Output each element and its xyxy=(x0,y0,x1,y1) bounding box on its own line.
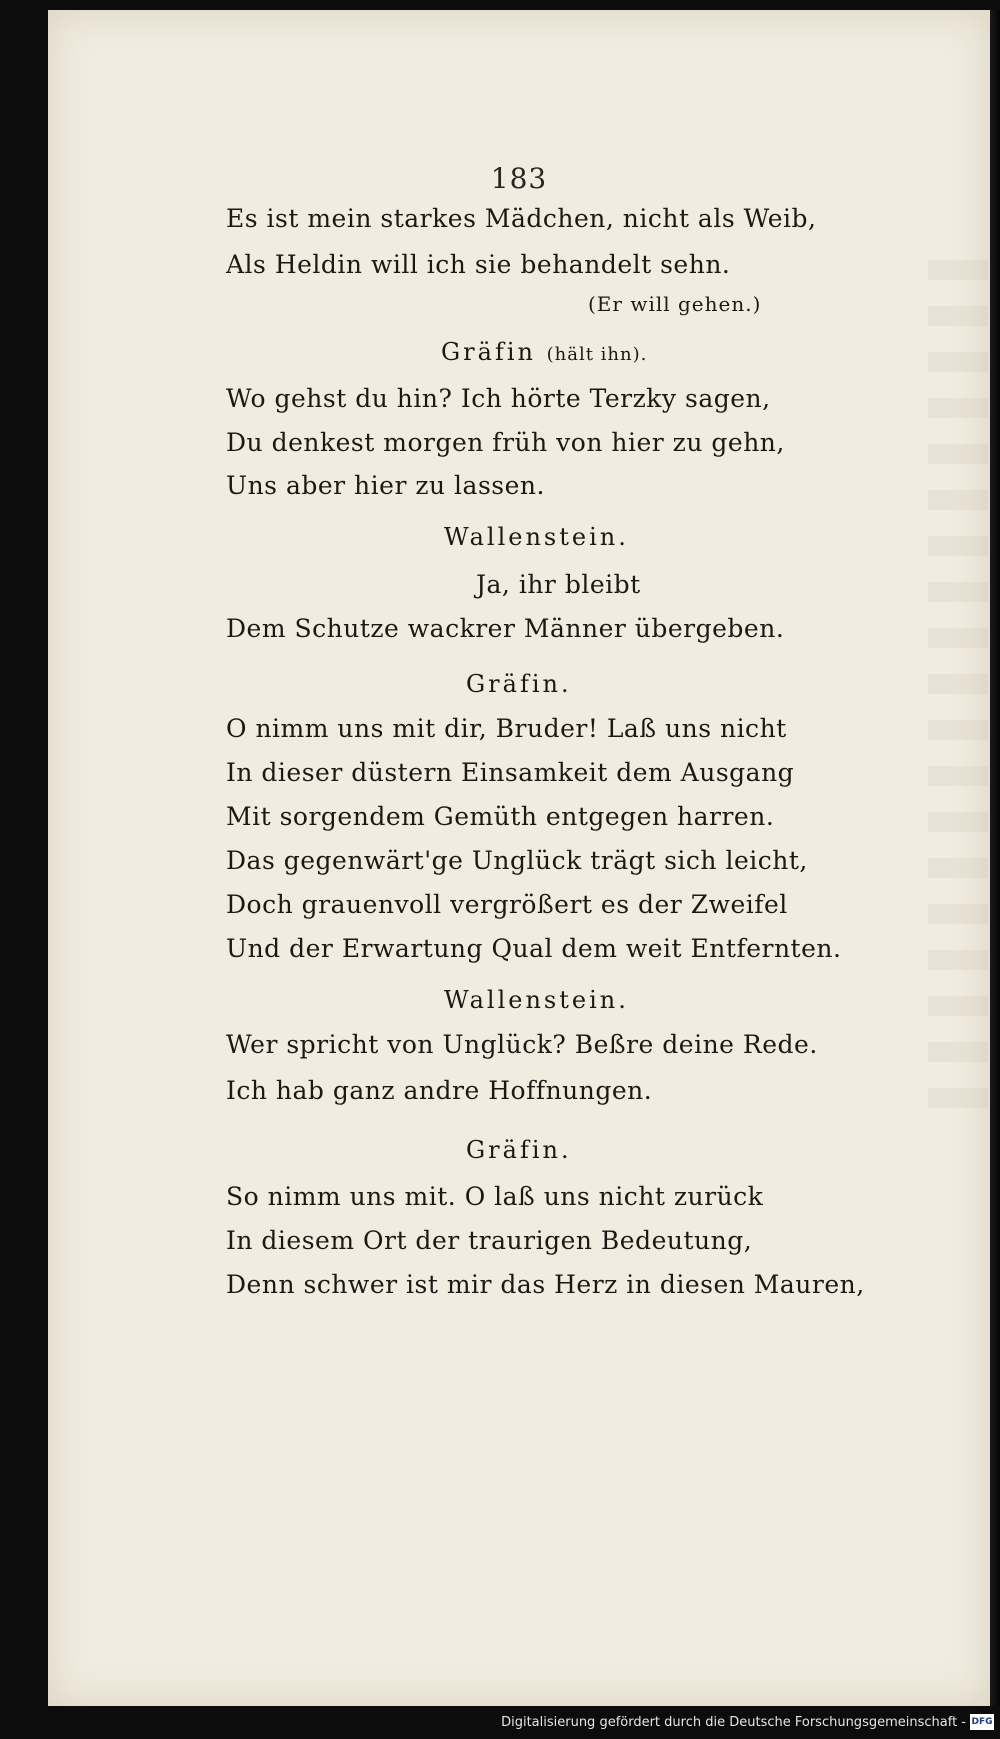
verse-line: In dieser düstern Einsamkeit dem Ausgang xyxy=(226,758,795,787)
speaker-label: Gräfin xyxy=(441,338,536,366)
speaker-name: Wallenstein. xyxy=(444,986,629,1014)
book-page xyxy=(48,10,990,1706)
verse-line: Mit sorgendem Gemüth entgegen harren. xyxy=(226,802,775,831)
bleed-through-text xyxy=(928,260,988,1110)
verse-line: So nimm uns mit. O laß uns nicht zurück xyxy=(226,1182,764,1211)
verse-line: O nimm uns mit dir, Bruder! Laß uns nicht xyxy=(226,714,787,743)
speaker-name xyxy=(441,338,647,366)
stage-direction: (Er will gehen.) xyxy=(588,292,762,316)
speaker-name: Wallenstein. xyxy=(444,523,629,551)
verse-line: Das gegenwärt'ge Unglück trägt sich leicht, xyxy=(226,846,808,875)
verse-line: Wer spricht von Unglück? Beßre deine Rede. xyxy=(226,1030,818,1059)
verse-line: Ja, ihr bleibt xyxy=(476,570,641,599)
verse-line: Uns aber hier zu lassen. xyxy=(226,471,545,500)
stage-direction-inline: (hält ihn). xyxy=(546,344,648,365)
verse-line: Es ist mein starkes Mädchen, nicht als Weib, xyxy=(226,204,817,233)
dfg-logo: DFG xyxy=(970,1714,994,1730)
verse-line: Dem Schutze wackrer Männer übergeben. xyxy=(226,614,785,643)
speaker-name: Gräfin. xyxy=(466,670,572,698)
verse-line: Ich hab ganz andre Hoffnungen. xyxy=(226,1076,653,1105)
verse-line: Und der Erwartung Qual dem weit Entfernten. xyxy=(226,934,842,963)
book-spine-edge xyxy=(990,10,1000,1706)
verse-line: Als Heldin will ich sie behandelt sehn. xyxy=(226,250,731,279)
speaker-name: Gräfin. xyxy=(466,1136,572,1164)
digitization-footer xyxy=(0,1706,1000,1739)
verse-line: Du denkest morgen früh von hier zu gehn, xyxy=(226,428,785,457)
verse-line: Wo gehst du hin? Ich hörte Terzky sagen, xyxy=(226,384,771,413)
verse-line: Denn schwer ist mir das Herz in diesen Mauren, xyxy=(226,1270,865,1299)
verse-line: Doch grauenvoll vergrößert es der Zweifel xyxy=(226,890,788,919)
footer-credit: Digitalisierung gefördert durch die Deutsche Forschungsgemeinschaft - xyxy=(501,1715,966,1730)
page-number: 183 xyxy=(490,162,548,195)
verse-line: In diesem Ort der traurigen Bedeutung, xyxy=(226,1226,753,1255)
